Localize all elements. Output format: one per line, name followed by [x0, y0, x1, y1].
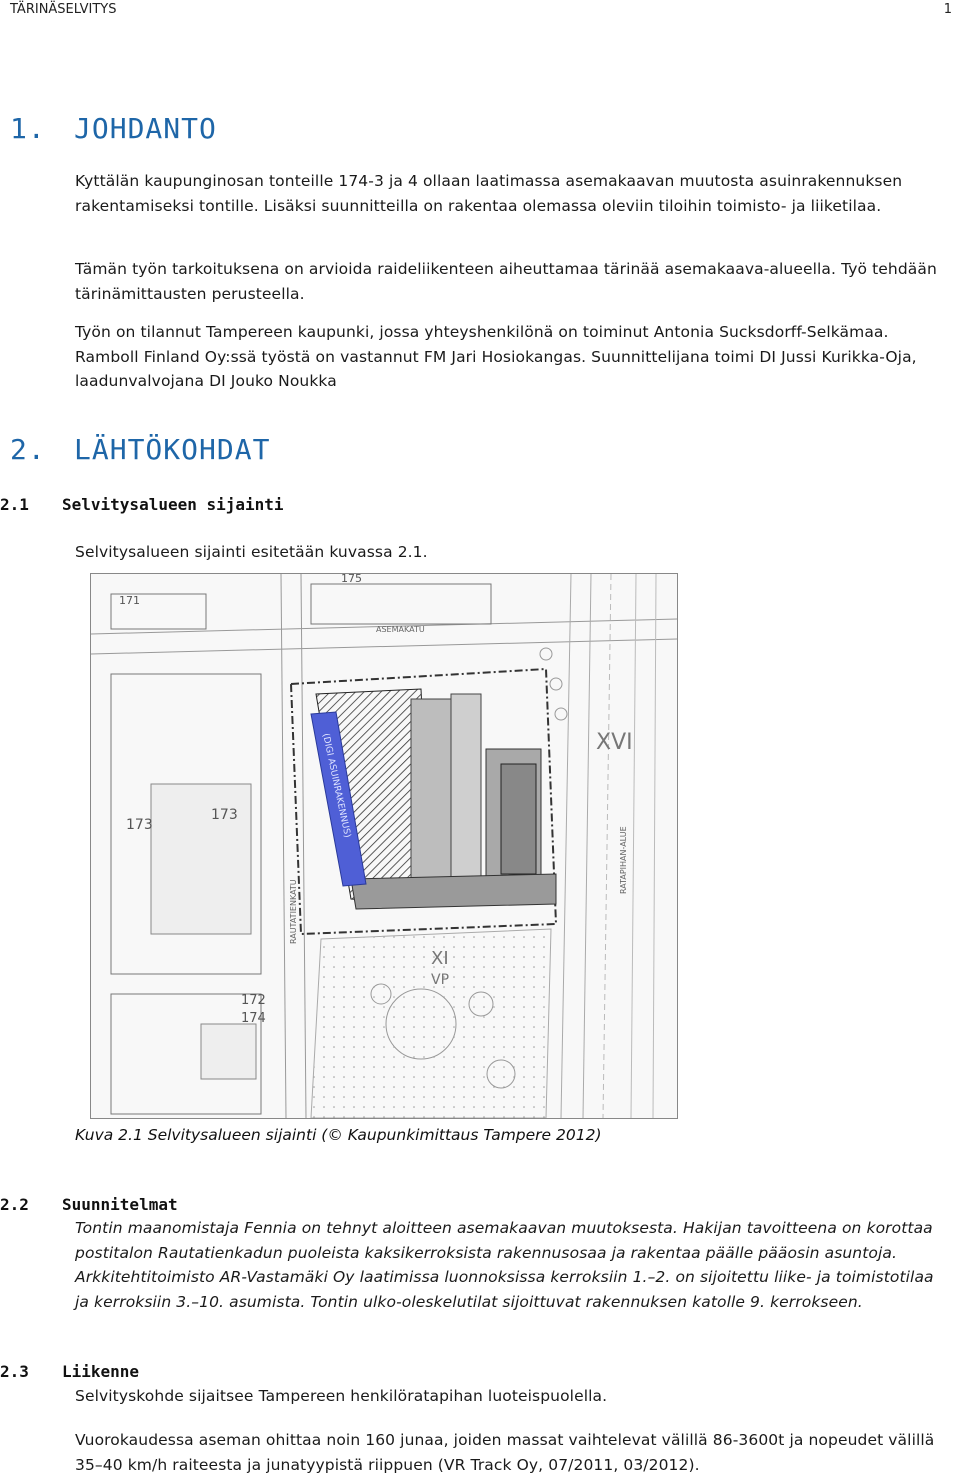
map-label-174: 174 [241, 1011, 266, 1026]
location-map-drawing [91, 574, 677, 1118]
map-label-vp: VP [431, 972, 450, 988]
subsection-2-2-title: Suunnitelmat [62, 1195, 178, 1214]
subsection-2-1-title: Selvitysalueen sijainti [62, 495, 284, 514]
intro-paragraph-3: Työn on tilannut Tampereen kaupunki, jossa yhteyshenkilönä on toiminut Antonia Sucksdorff-Selkämaa. Ramboll Finland Oy:ssä työstä on vastannut FM Jari Hosiokangas. Suunnittelijana toimi DI Jussi Kurikka-Oja, laadunvalvojana DI Jouko Noukka [75, 323, 917, 390]
intro-paragraph-1: Kyttälän kaupunginosan tonteille 174-3 ja 4 ollaan laatimassa asemakaavan muutosta asuinrakennuksen rakentamiseksi tontille. Lisäksi suunnitteilla on rakentaa olemassa oleviin tiloihin toimisto- ja liiketilaa. [75, 172, 903, 215]
subsection-2-2-number: 2.2 [0, 1195, 29, 1214]
map-label-xvi: XVI [596, 730, 633, 755]
figure-caption: Kuva 2.1 Selvitysalueen sijainti (© Kaupunkimittaus Tampere 2012) [75, 1126, 602, 1144]
section-1-heading [10, 112, 217, 145]
map-label-planned-building: (DIGI ASUINRAKENNUS) [320, 732, 352, 839]
subsection-2-1-number: 2.1 [0, 495, 29, 514]
map-label-xi: XI [431, 948, 449, 969]
section-1-title: JOHDANTO [74, 112, 217, 145]
subsection-2-3-number: 2.3 [0, 1362, 29, 1381]
subsection-2-3-heading [0, 1362, 139, 1381]
subsection-2-2-heading [0, 1195, 178, 1214]
map-label-asemakatu: ASEMAKATU [376, 625, 425, 634]
map-label-ratapiha: RATAPIHAN-ALUE [619, 826, 628, 894]
section-2-title: LÄHTÖKOHDAT [74, 433, 271, 466]
location-paragraph: Selvitysalueen sijainti esitetään kuvassa 2.1. [75, 543, 428, 561]
map-label-172: 172 [241, 993, 266, 1008]
section-1-number: 1. [10, 112, 46, 145]
section-2-number: 2. [10, 433, 46, 466]
map-label-171: 171 [119, 594, 140, 607]
plans-paragraph: Tontin maanomistaja Fennia on tehnyt aloitteen asemakaavan muutoksesta. Hakijan tavoitteena on korottaa postitalon Rautatienkadun puoleista kaksikerroksista rakennusosaa ja rakentaa päälle pääosin asuntoja. Arkkitehtitoimisto AR-Vastamäki Oy laatimissa luonnoksissa kerroksiin 1.–2. on sijoitettu liike- ja toimistotilaa ja kerroksiin 3.–10. asumista. Tontin ulko-oleskelutilat sijoittuvat rakennuksen katolle 9. kerrokseen. [75, 1219, 934, 1311]
map-label-173-alt: 173 [126, 817, 153, 833]
location-map-figure [90, 573, 678, 1119]
traffic-paragraph-1: Selvityskohde sijaitsee Tampereen henkilöratapihan luoteispuolella. [75, 1387, 608, 1405]
subsection-2-1-heading [0, 495, 284, 514]
map-label-rautatienkatu: RAUTATIENKATU [289, 879, 298, 944]
traffic-paragraph-2: Vuorokaudessa aseman ohittaa noin 160 junaa, joiden massat vaihtelevat välillä 86-3600t ja nopeudet välillä 35–40 km/h raiteesta ja junatyypistä riippuen (VR Track Oy, 07/2011, 03/2012). [75, 1431, 935, 1474]
intro-paragraph-2: Tämän työn tarkoituksena on arvioida raideliikenteen aiheuttamaa tärinää asemakaava-alueella. Työ tehdään tärinämittausten perusteella. [75, 260, 937, 303]
page-number: 1 [943, 2, 952, 17]
map-label-173: 173 [211, 807, 238, 823]
map-label-175: 175 [341, 574, 362, 585]
subsection-2-3-title: Liikenne [62, 1362, 140, 1381]
section-2-heading [10, 433, 270, 466]
running-header-title: TÄRINÄSELVITYS [10, 2, 117, 17]
